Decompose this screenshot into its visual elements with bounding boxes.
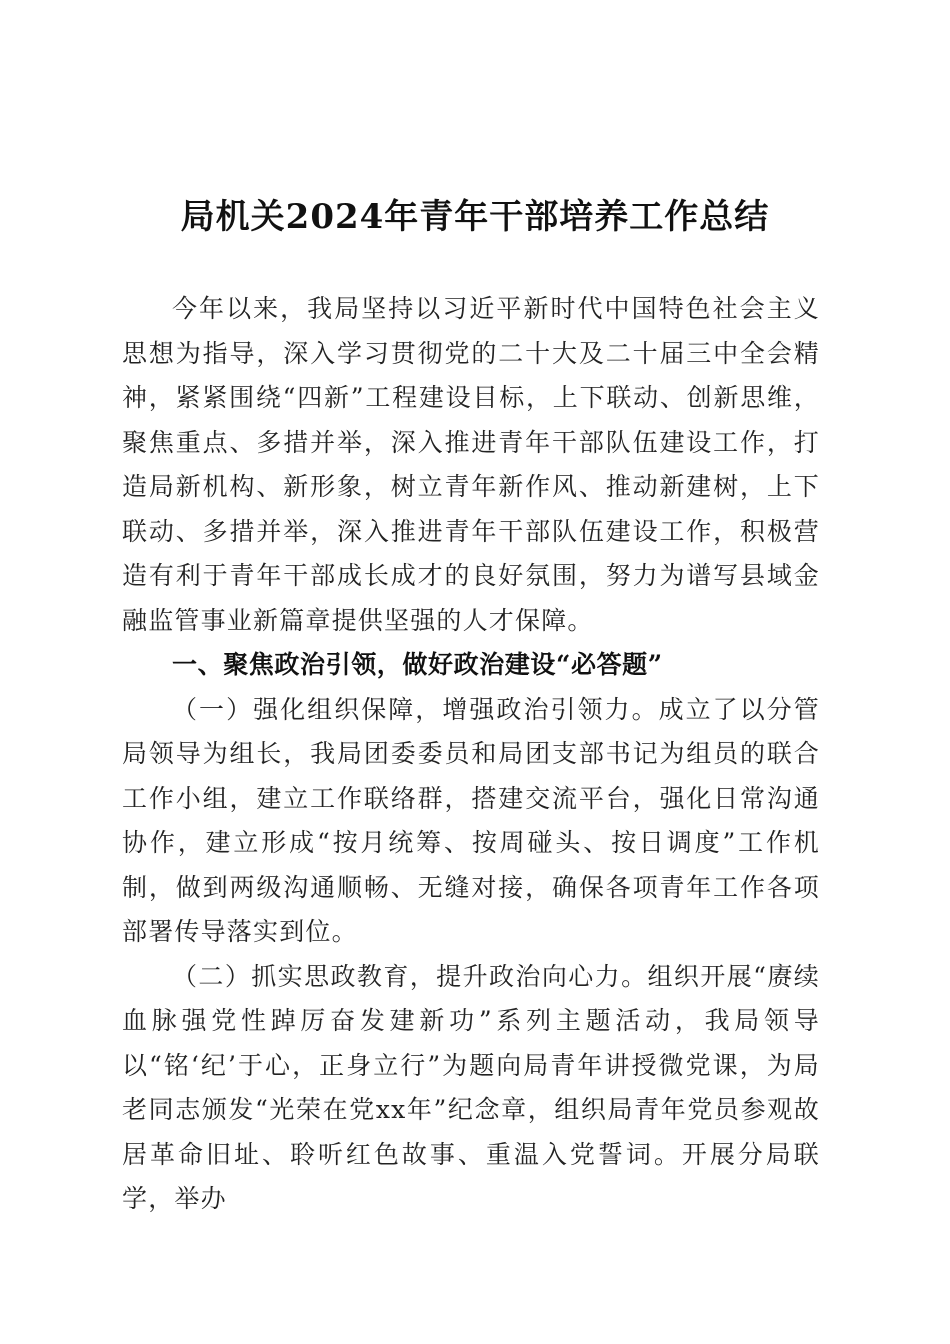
document-body [122, 287, 820, 1222]
section-1-paragraph-2: （二）抓实思政教育，提升政治向心力。组织开展“赓续血脉强党性踔厉奋发建新功”系列主题活动，我局领导以“铭‘纪’于心，正身立行”为题向局青年讲授微党课，为局老同志颁发“光荣在党xx年”纪念章，组织局青年党员参观故居革命旧址、聆听红色故事、重温入党誓词。开展分局联学，举办 [122, 961, 820, 1213]
section-heading-1: 一、聚焦政治引领，做好政治建设“必答题” [172, 650, 663, 679]
section-1-paragraph-1: （一）强化组织保障，增强政治引领力。成立了以分管局领导为组长，我局团委委员和局团支部书记为组员的联合工作小组，建立工作联络群，搭建交流平台，强化日常沟通协作，建立形成“按月统筹、按周碰头、按日调度”工作机制，做到两级沟通顺畅、无缝对接，确保各项青年工作各项部署传导落实到位。 [122, 694, 820, 946]
document-title: 局机关2024年青年干部培养工作总结 [180, 197, 770, 237]
intro-paragraph: 今年以来，我局坚持以习近平新时代中国特色社会主义思想为指导，深入学习贯彻党的二十大及二十届三中全会精神，紧紧围绕“四新”工程建设目标，上下联动、创新思维，聚焦重点、多措并举，深入推进青年干部队伍建设工作，打造局新机构、新形象，树立青年新作风、推动新建树，上下联动、多措并举，深入推进青年干部队伍建设工作，积极营造有利于青年干部成长成才的良好氛围，努力为谱写县域金融监管事业新篇章提供坚强的人才保障。 [122, 294, 820, 635]
